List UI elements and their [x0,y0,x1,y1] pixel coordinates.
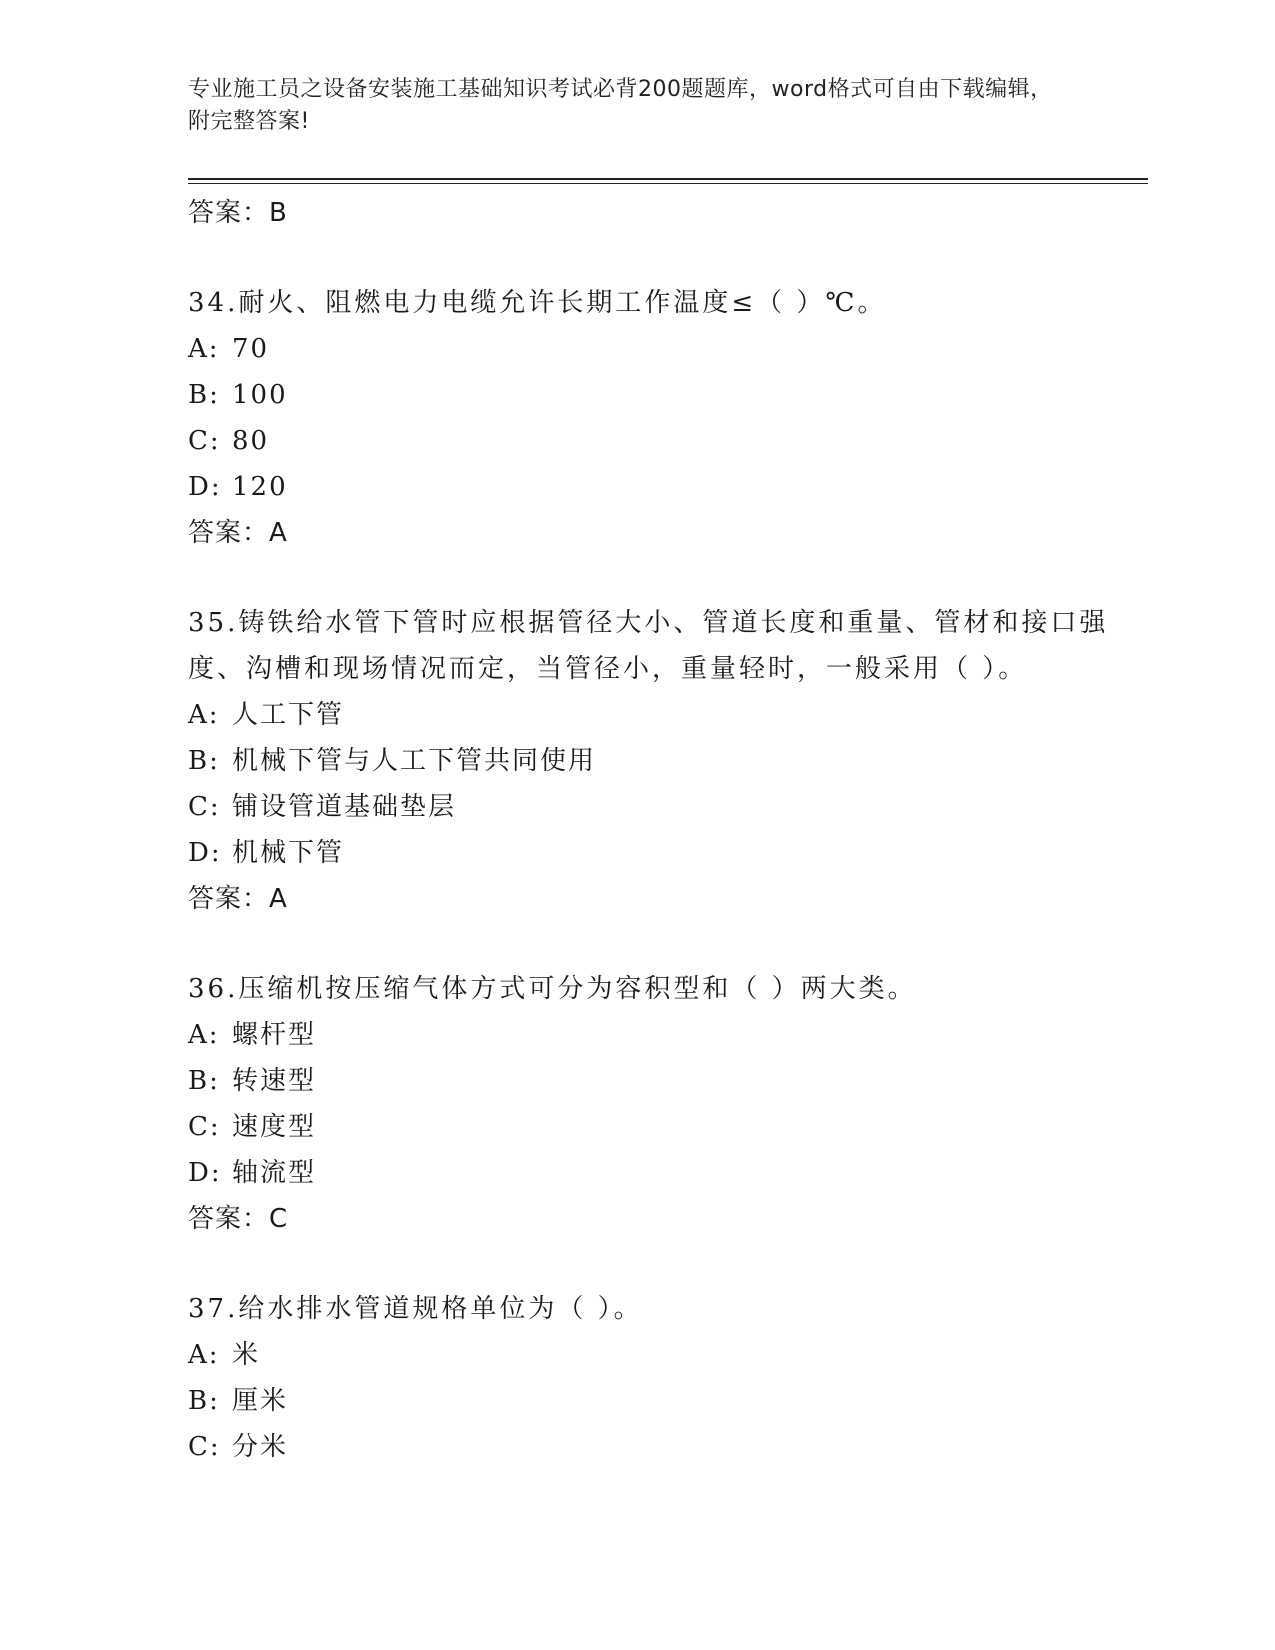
answer-line: 答案：A [188,884,288,914]
option-text: 转速型 [232,1066,317,1096]
option-text: 机械下管与人工下管共同使用 [232,746,597,776]
option-text: 70 [232,334,270,364]
option-a [188,1012,1148,1058]
option-label: D: [188,472,222,502]
option-text: 人工下管 [232,700,345,730]
option-text: 螺杆型 [232,1020,317,1050]
header-divider-thin [188,183,1148,184]
question-text: 35.铸铁给水管下管时应根据管径大小、管道长度和重量、管材和接口强度、沟槽和现场情况而定，当管径小，重量轻时，一般采用（ ）。 [188,608,1109,684]
option-b [188,1058,1148,1104]
option-label: B: [188,380,220,410]
option-label: D: [188,1158,222,1188]
option-text: 120 [232,472,288,502]
option-label: C: [188,1112,221,1142]
option-text: 机械下管 [232,838,345,868]
question-text: 34.耐火、阻燃电力电缆允许长期工作温度≤（ ）℃。 [188,288,887,318]
option-a [188,692,1148,738]
option-c [188,784,1148,830]
option-text: 米 [232,1340,261,1370]
option-label: C: [188,426,221,456]
option-label: B: [188,1066,220,1096]
option-label: A: [188,1020,220,1050]
question-36 [188,966,1148,1242]
option-label: D: [188,838,222,868]
question-text: 37.给水排水管道规格单位为（ ）。 [188,1294,643,1324]
option-text: 速度型 [232,1112,317,1142]
answer-line: 答案：C [188,1204,289,1234]
question-37 [188,1286,1148,1470]
header-divider [188,178,1148,180]
option-label: A: [188,334,220,364]
option-text: 厘米 [232,1386,289,1416]
option-a [188,326,1148,372]
option-label: C: [188,1432,221,1462]
option-text: 100 [232,380,288,410]
option-d [188,1150,1148,1196]
question-35 [188,600,1148,922]
option-d [188,464,1148,510]
document-header: 专业施工员之设备安装施工基础知识考试必背200题题库，word格式可自由下载编辑，附完整答案! [188,77,1053,134]
option-label: A: [188,700,220,730]
answer-line: 答案：B [188,198,288,228]
option-label: C: [188,792,221,822]
option-a [188,1332,1148,1378]
option-c [188,1104,1148,1150]
option-text: 分米 [232,1432,289,1462]
option-text: 轴流型 [232,1158,317,1188]
option-b [188,738,1148,784]
option-c [188,418,1148,464]
option-text: 80 [232,426,270,456]
option-b [188,1378,1148,1424]
option-label: B: [188,746,220,776]
option-label: B: [188,1386,220,1416]
answer-line: 答案：A [188,518,288,548]
question-list [188,190,1148,1470]
option-d [188,830,1148,876]
question-text: 36.压缩机按压缩气体方式可分为容积型和（ ）两大类。 [188,974,917,1004]
option-b [188,372,1148,418]
option-label: A: [188,1340,220,1370]
option-c [188,1424,1148,1470]
question-34 [188,280,1148,556]
option-text: 铺设管道基础垫层 [232,792,457,822]
